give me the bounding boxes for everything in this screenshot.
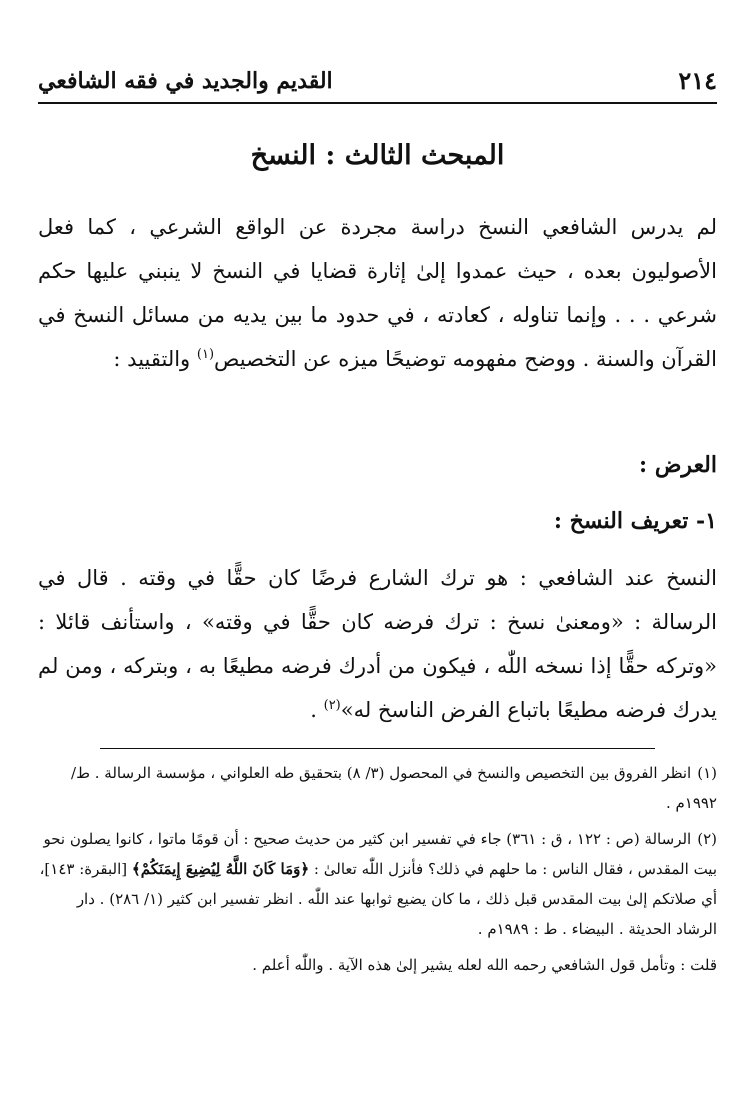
page-header (38, 62, 717, 104)
footnote-number: (٢) (697, 830, 717, 848)
intro-tail: والتقييد : (113, 347, 191, 371)
definition-paragraph (38, 556, 717, 732)
footnote-note (38, 950, 717, 980)
footnotes (38, 758, 717, 986)
footnote-number: (١) (697, 764, 717, 782)
intro-paragraph (38, 205, 717, 381)
footnote-divider (100, 748, 655, 749)
footnote-text: الرسالة (ص : ١٢٢ ، ق : ٣٦١) جاء في تفسير ابن كثير من حديث صحيح : أن قومًا ماتوا ، كانوا يصلون نحو بيت المقدس ، فقال الناس : ما حلهم في ذلك؟ فأنزل اللّٰه تعالىٰ : (43, 830, 717, 878)
page-number: ٢١٤ (678, 66, 717, 95)
footnote-ref-2[interactable]: (٢) (323, 698, 341, 713)
subheading-display: العرض : (639, 452, 717, 478)
section-heading: المبحث الثالث : النسخ (250, 140, 505, 171)
footnote-2 (38, 824, 717, 944)
subheading-definition: ١- تعريف النسخ : (553, 508, 717, 534)
footnote-ref-1[interactable]: (١) (196, 347, 215, 362)
footnote-text: انظر الفروق بين التخصيص والنسخ في المحصول (٣/ ٨) بتحقيق طه العلواني ، مؤسسة الرسالة . ط/ ١٩٩٢م . (71, 764, 717, 812)
definition-tail: . (310, 698, 324, 722)
intro-text: لم يدرس الشافعي النسخ دراسة مجردة عن الواقع الشرعي ، كما فعل الأصوليون بعده ، حيث عمدوا إلىٰ إثارة قضايا في النسخ لا ينبني عليها حكم شرعي . . . وإنما تناوله ، كعادته ، في حدود ما بين يديه من مسائل النسخ في القرآن والسنة . ووضح مفهومه توضيحًا ميزه عن التخصيص (38, 215, 717, 371)
running-title: القديم والجديد في فقه الشافعي (38, 68, 333, 94)
definition-text: النسخ عند الشافعي : هو ترك الشارع فرضًا كان حقًّا في وقته . قال في الرسالة : «ومعنىٰ نسخ : ترك فرضه كان حقًّا في وقته» ، واستأنف قائلا : «وتركه حقًّا إذا نسخه اللّٰه ، فيكون من أدرك فرضه مطيعًا به ، وبتركه ، ومن لم يدرك فرضه مطيعًا باتباع الفرض الناسخ له» (38, 566, 717, 722)
quran-verse: ﴿وَمَا كَانَ اللَّهُ لِيُضِيعَ إِيمَنَكُمْ﴾ (131, 860, 310, 878)
footnote-text: قلت : وتأمل قول الشافعي رحمه الله لعله يشير إلىٰ هذه الآية . واللّٰه أعلم . (252, 956, 717, 974)
footnote-1 (38, 758, 717, 818)
footnote-text-cont: [البقرة: ١٤٣]، أي صلاتكم إلىٰ بيت المقدس قبل ذلك ، ما كان يضيع ثوابها عند اللّٰه . انظر تفسير ابن كثير (١/ ٢٨٦) . دار الرشاد الحديثة . البيضاء . ط : ١٩٨٩م . (39, 860, 717, 938)
